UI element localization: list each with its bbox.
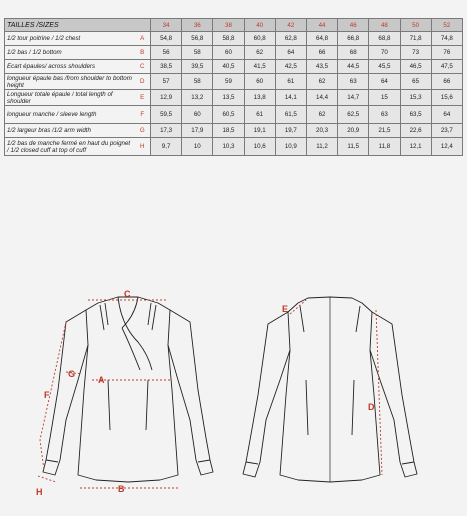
measurement-value: 19,1 [244, 124, 275, 138]
measurement-value: 62 [306, 74, 337, 90]
garment-diagrams [0, 270, 467, 516]
measurement-code: H [135, 138, 151, 156]
measurement-value: 71,8 [400, 32, 431, 46]
measurement-value: 60,8 [244, 32, 275, 46]
measurement-value: 15 [369, 90, 400, 106]
size-36: 36 [182, 19, 213, 32]
measurement-value: 58 [182, 46, 213, 60]
measurement-code: C [135, 60, 151, 74]
measurement-value: 62,8 [275, 32, 306, 46]
size-header-row [5, 19, 463, 32]
measurement-value: 13,2 [182, 90, 213, 106]
measure-label-h: H [36, 487, 43, 497]
size-46: 46 [338, 19, 369, 32]
measurement-value: 56 [151, 46, 182, 60]
size-chart-table [4, 18, 463, 156]
front-view-blouse [43, 297, 213, 482]
measurement-value: 23,7 [431, 124, 462, 138]
measurement-value: 62 [306, 106, 337, 124]
measurement-value: 18,5 [213, 124, 244, 138]
measurement-value: 58 [182, 74, 213, 90]
measurement-value: 68,8 [369, 32, 400, 46]
measurement-code: E [135, 90, 151, 106]
measure-label-d: D [368, 402, 375, 412]
table-row [5, 46, 463, 60]
measurement-value: 10,6 [244, 138, 275, 156]
measurement-code: D [135, 74, 151, 90]
measurement-value: 15,6 [431, 90, 462, 106]
measurement-value: 19,7 [275, 124, 306, 138]
measurement-value: 12,9 [151, 90, 182, 106]
measurement-value: 73 [400, 46, 431, 60]
table-row [5, 138, 463, 156]
measurement-code: F [135, 106, 151, 124]
measurement-value: 57 [151, 74, 182, 90]
measurement-value: 11,2 [306, 138, 337, 156]
measurement-value: 61 [275, 74, 306, 90]
measurement-label: longueur épaule bas /from shoulder to bottom height [5, 74, 135, 90]
measurement-value: 14,4 [306, 90, 337, 106]
measurement-value: 45,5 [369, 60, 400, 74]
measure-label-f: F [44, 390, 50, 400]
measure-label-c: C [124, 289, 131, 299]
measurement-value: 15,3 [400, 90, 431, 106]
table-row [5, 60, 463, 74]
measurement-value: 64 [369, 74, 400, 90]
measurement-value: 14,1 [275, 90, 306, 106]
measurement-value: 10,3 [213, 138, 244, 156]
measurement-value: 11,5 [338, 138, 369, 156]
measurement-value: 46,5 [400, 60, 431, 74]
measurement-value: 38,5 [151, 60, 182, 74]
measurement-value: 13,8 [244, 90, 275, 106]
measurement-value: 9,7 [151, 138, 182, 156]
size-40: 40 [244, 19, 275, 32]
measurement-value: 76 [431, 46, 462, 60]
measurement-value: 13,5 [213, 90, 244, 106]
measurement-value: 74,8 [431, 32, 462, 46]
measurement-value: 61,5 [275, 106, 306, 124]
measurement-value: 60 [244, 74, 275, 90]
measurement-label: 1/2 bas / 1/2 bottom [5, 46, 135, 60]
measurement-code: B [135, 46, 151, 60]
size-52: 52 [431, 19, 462, 32]
measurement-code: A [135, 32, 151, 46]
table-row [5, 74, 463, 90]
measurement-value: 17,9 [182, 124, 213, 138]
measurement-label: 1/2 largeur bras /1/2 arm width [5, 124, 135, 138]
measurement-value: 10 [182, 138, 213, 156]
sizes-header-label: TAILLES /SIZES [5, 19, 151, 32]
table-row [5, 106, 463, 124]
measurement-value: 58,8 [213, 32, 244, 46]
measurement-value: 43,5 [306, 60, 337, 74]
measurement-value: 42,5 [275, 60, 306, 74]
measurement-value: 47,5 [431, 60, 462, 74]
measurement-value: 63 [338, 74, 369, 90]
measurement-value: 10,9 [275, 138, 306, 156]
measurement-value: 22,6 [400, 124, 431, 138]
measurement-value: 11,8 [369, 138, 400, 156]
table-row [5, 90, 463, 106]
size-44: 44 [306, 19, 337, 32]
back-view-blouse [243, 297, 417, 482]
measurement-code: G [135, 124, 151, 138]
measurement-value: 66 [431, 74, 462, 90]
measurement-value: 68 [338, 46, 369, 60]
measurement-value: 39,5 [182, 60, 213, 74]
size-50: 50 [400, 19, 431, 32]
measure-label-b: B [118, 484, 125, 494]
measurement-value: 63,5 [400, 106, 431, 124]
measurement-label: longueur manche / sleeve length [5, 106, 135, 124]
measurement-value: 44,5 [338, 60, 369, 74]
measurement-value: 41,5 [244, 60, 275, 74]
measurement-value: 62 [244, 46, 275, 60]
measurement-value: 20,9 [338, 124, 369, 138]
size-48: 48 [369, 19, 400, 32]
measurement-value: 20,3 [306, 124, 337, 138]
measurement-value: 64 [431, 106, 462, 124]
measure-label-e: E [282, 304, 289, 314]
measurement-value: 21,5 [369, 124, 400, 138]
measurement-value: 56,8 [182, 32, 213, 46]
measurement-value: 14,7 [338, 90, 369, 106]
measurement-value: 59,5 [151, 106, 182, 124]
measurement-value: 64 [275, 46, 306, 60]
measurement-value: 59 [213, 74, 244, 90]
table-row [5, 124, 463, 138]
measurement-value: 63 [369, 106, 400, 124]
measurement-value: 64,8 [306, 32, 337, 46]
measurement-value: 66,8 [338, 32, 369, 46]
measurement-value: 17,3 [151, 124, 182, 138]
measurement-label: Longueur totale épaule / total length of shoulder [5, 90, 135, 106]
measurement-value: 12,1 [400, 138, 431, 156]
size-42: 42 [275, 19, 306, 32]
measurement-value: 12,4 [431, 138, 462, 156]
measurement-value: 65 [400, 74, 431, 90]
size-34: 34 [151, 19, 182, 32]
measurement-value: 40,5 [213, 60, 244, 74]
measurement-label: 1/2 tour poitrine / 1/2 chest [5, 32, 135, 46]
measurement-label: Ecart épaules/ across shoulders [5, 60, 135, 74]
measurement-value: 54,8 [151, 32, 182, 46]
measurement-value: 66 [306, 46, 337, 60]
measurement-value: 60,5 [213, 106, 244, 124]
table-row [5, 32, 463, 46]
measurement-value: 60 [213, 46, 244, 60]
measure-label-a: A [98, 375, 105, 385]
measurement-value: 60 [182, 106, 213, 124]
size-38: 38 [213, 19, 244, 32]
measure-label-g: G [68, 369, 76, 379]
measurement-value: 61 [244, 106, 275, 124]
measurement-value: 62,5 [338, 106, 369, 124]
measurement-label: 1/2 bas de manche fermé en haut du poignet / 1/2 closed cuff at top of cuff [5, 138, 135, 156]
measurement-value: 70 [369, 46, 400, 60]
